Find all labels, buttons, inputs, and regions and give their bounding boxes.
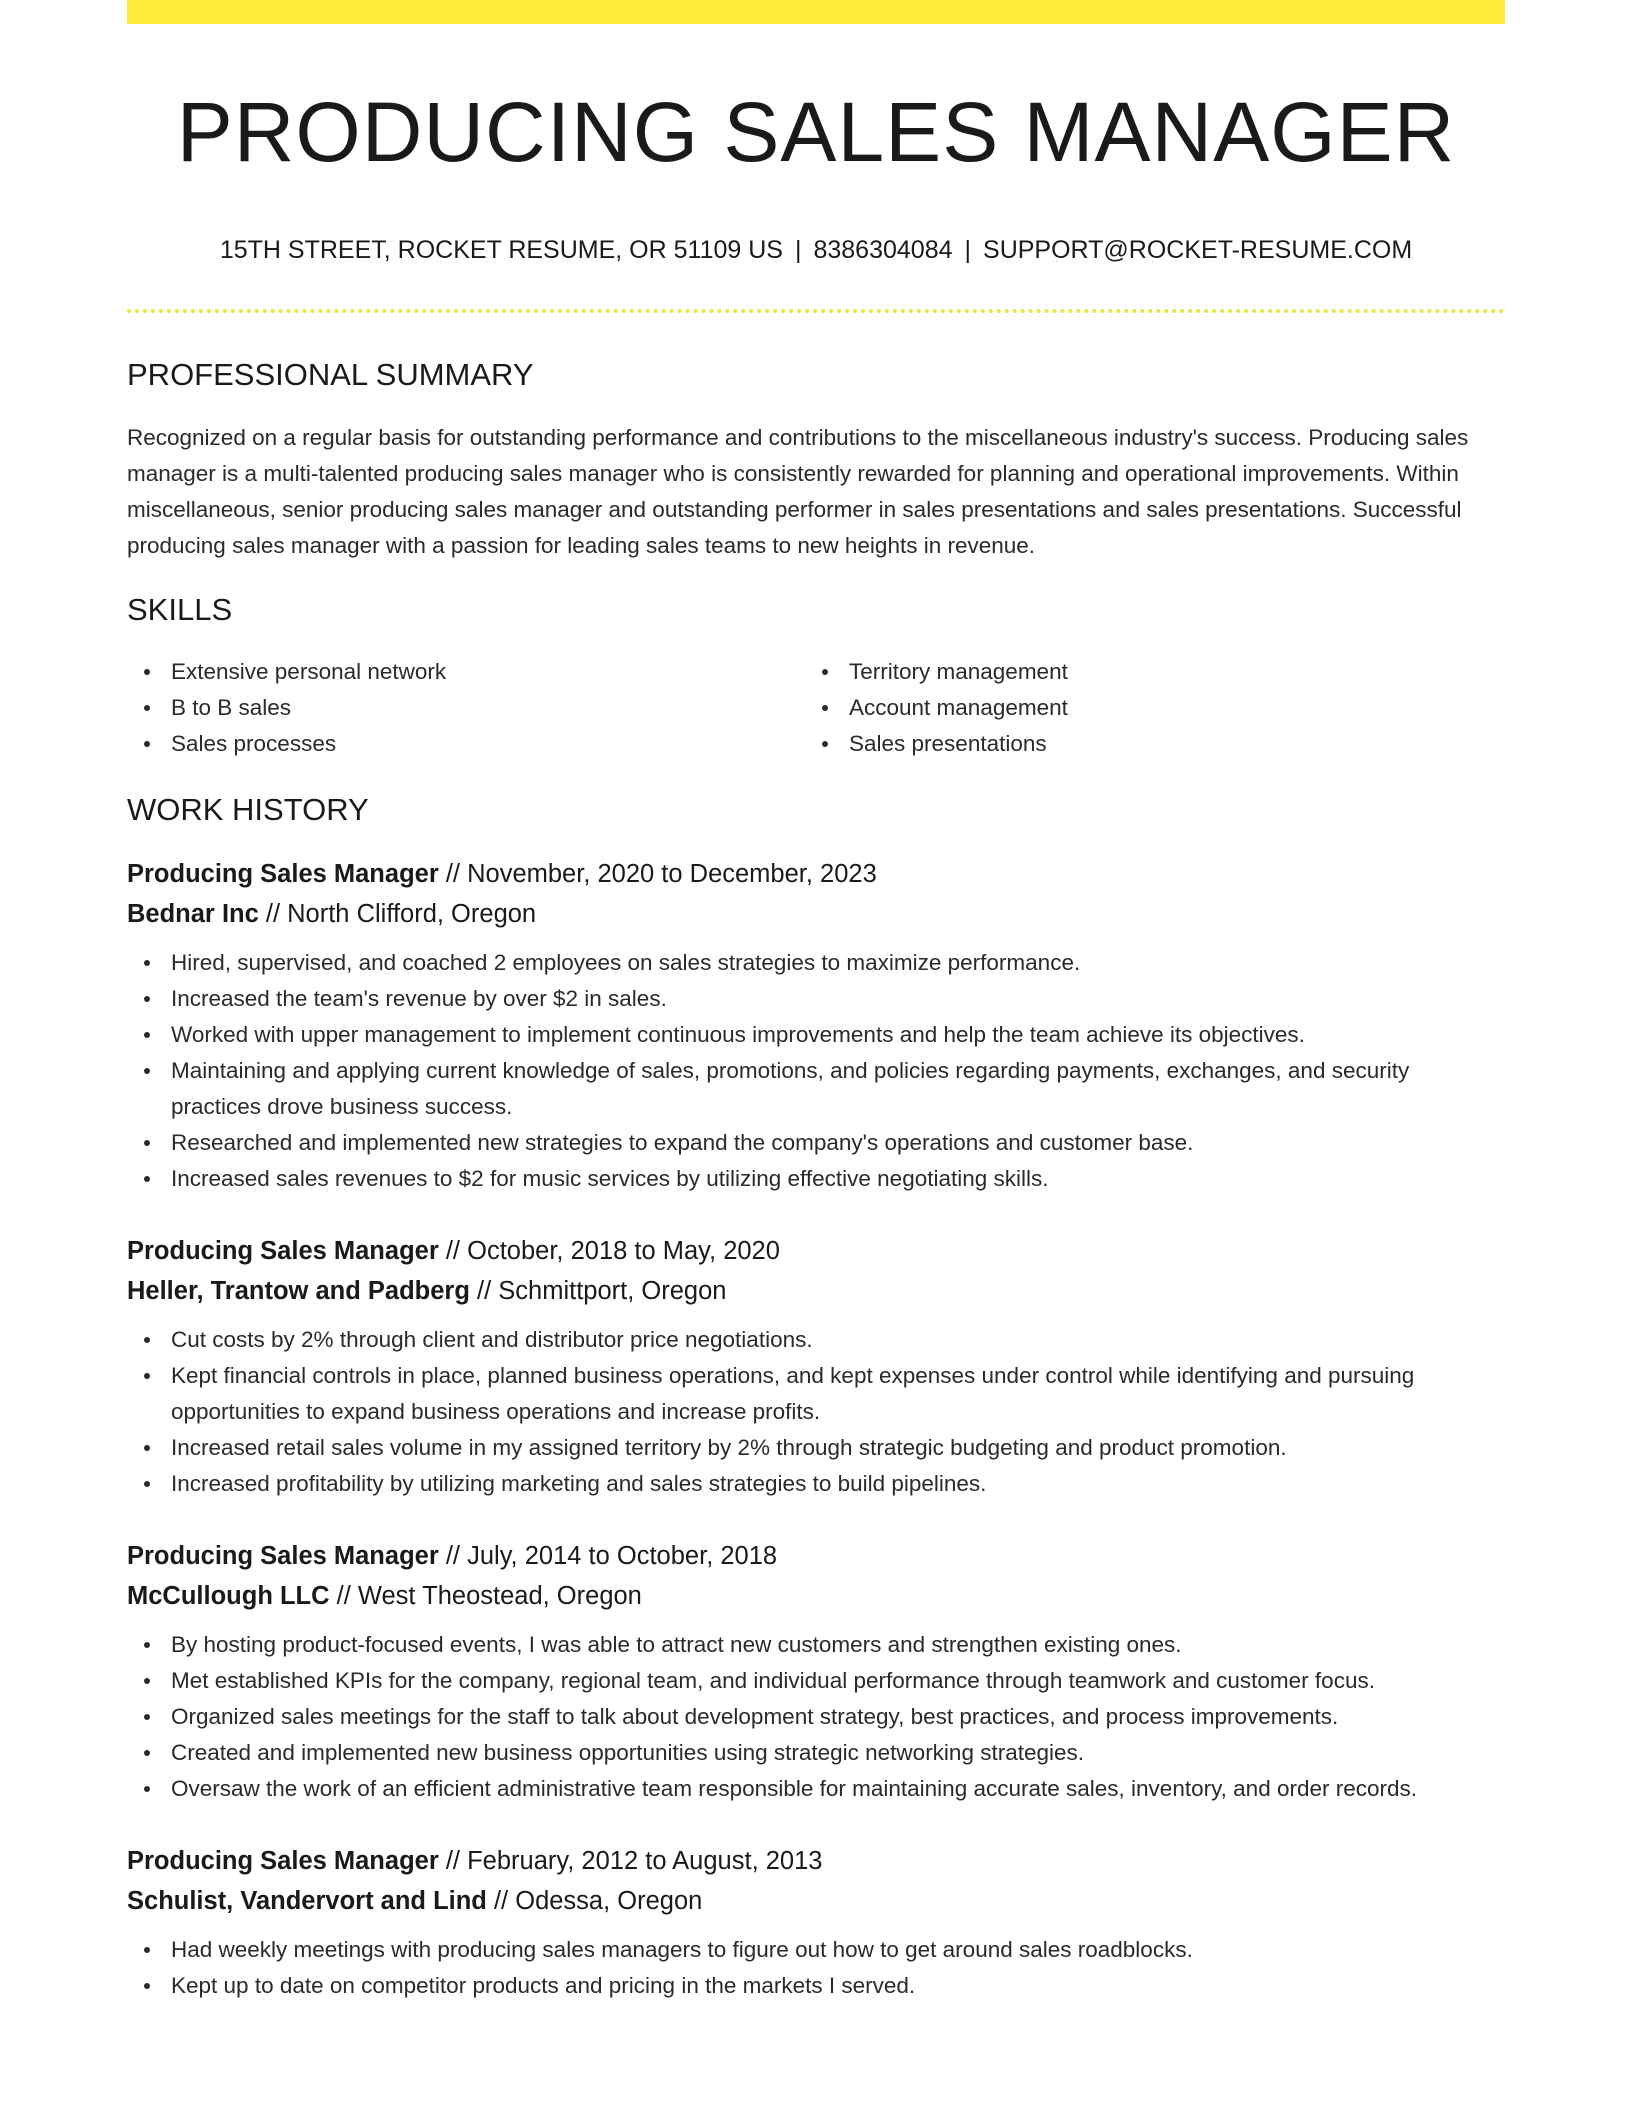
skill-item: Sales processes <box>127 726 805 762</box>
job-title-line <box>127 1231 1505 1271</box>
summary-heading: PROFESSIONAL SUMMARY <box>127 357 534 392</box>
job-bullet: Created and implemented new business opportunities using strategic networking strategies. <box>127 1735 1505 1771</box>
job-entry <box>127 1536 1505 1807</box>
job-bullet: Had weekly meetings with producing sales managers to figure out how to get around sales roadblocks. <box>127 1932 1505 1968</box>
job-bullet: Hired, supervised, and coached 2 employees on sales strategies to maximize performance. <box>127 945 1505 981</box>
job-bullet: Increased retail sales volume in my assigned territory by 2% through strategic budgeting and product promotion. <box>127 1430 1505 1466</box>
job-company: Bednar Inc <box>127 900 259 928</box>
work-history-heading: WORK HISTORY <box>127 792 369 827</box>
job-location: // Schmittport, Oregon <box>469 1277 727 1305</box>
job-company: Heller, Trantow and Padberg <box>127 1277 470 1305</box>
skills-column-left <box>127 654 805 762</box>
skills-heading: SKILLS <box>127 592 233 627</box>
job-bullet: Kept financial controls in place, planned business operations, and kept expenses under control while identifying and pursuing opportunities to expand business operations and increase profits. <box>127 1358 1505 1430</box>
accent-top-bar <box>127 0 1505 24</box>
resume-page <box>127 0 1505 2004</box>
job-title: Producing Sales Manager <box>127 1847 439 1875</box>
summary-text: Recognized on a regular basis for outstanding performance and contributions to the miscellaneous industry's success. Producing sales manager is a multi-talented producing sales manager who is consistently rewarded for planning and operational improvements. Within miscellaneous, senior producing sales manager and outstanding performer in sales presentations and sales presentations. Successful producing sales manager with a passion for leading sales teams to new heights in revenue. <box>127 425 1469 558</box>
job-title-line <box>127 854 1505 894</box>
job-entry <box>127 1841 1505 2004</box>
job-entry <box>127 1231 1505 1502</box>
job-bullets <box>127 1932 1505 2004</box>
skill-item: Account management <box>805 690 1485 726</box>
job-dates: // November, 2020 to December, 2023 <box>438 860 877 888</box>
job-bullet: Met established KPIs for the company, regional team, and individual performance through teamwork and customer focus. <box>127 1663 1505 1699</box>
job-title-line <box>127 1536 1505 1576</box>
job-location: // West Theostead, Oregon <box>329 1582 642 1610</box>
job-bullet: Maintaining and applying current knowledge of sales, promotions, and policies regarding payments, exchanges, and security practices drove business success. <box>127 1053 1505 1125</box>
contact-separator: | <box>964 236 972 264</box>
job-title: Producing Sales Manager <box>127 1542 439 1570</box>
job-bullet: Worked with upper management to implement continuous improvements and help the team achieve its objectives. <box>127 1017 1505 1053</box>
skills-list <box>127 654 1505 762</box>
job-bullet: Increased the team's revenue by over $2 in sales. <box>127 981 1505 1017</box>
skill-item: Territory management <box>805 654 1485 690</box>
dotted-divider <box>127 309 1505 313</box>
job-bullet: Increased sales revenues to $2 for music services by utilizing effective negotiating skills. <box>127 1161 1505 1197</box>
contact-line <box>127 233 1505 267</box>
job-title: Producing Sales Manager <box>127 860 439 888</box>
contact-separator: | <box>794 236 802 264</box>
job-company-line <box>127 1271 1505 1311</box>
job-title: Producing Sales Manager <box>127 1237 439 1265</box>
job-dates: // February, 2012 to August, 2013 <box>438 1847 823 1875</box>
job-bullets <box>127 945 1505 1197</box>
job-title-line <box>127 1841 1505 1881</box>
job-company-line <box>127 1576 1505 1616</box>
job-bullet: By hosting product-focused events, I was able to attract new customers and strengthen existing ones. <box>127 1627 1505 1663</box>
job-bullet: Increased profitability by utilizing marketing and sales strategies to build pipelines. <box>127 1466 1505 1502</box>
job-company-line <box>127 894 1505 934</box>
candidate-name: PRODUCING SALES MANAGER <box>176 85 1456 179</box>
job-company: McCullough LLC <box>127 1582 330 1610</box>
job-company-line <box>127 1881 1505 1921</box>
contact-email: SUPPORT@ROCKET-RESUME.COM <box>983 236 1413 264</box>
job-company: Schulist, Vandervort and Lind <box>127 1887 487 1915</box>
job-bullet: Kept up to date on competitor products and pricing in the markets I served. <box>127 1968 1505 2004</box>
contact-phone: 8386304084 <box>813 236 953 264</box>
job-dates: // July, 2014 to October, 2018 <box>438 1542 778 1570</box>
job-bullets <box>127 1322 1505 1502</box>
skill-item: Sales presentations <box>805 726 1485 762</box>
job-bullet: Cut costs by 2% through client and distributor price negotiations. <box>127 1322 1505 1358</box>
job-bullets <box>127 1627 1505 1807</box>
job-bullet: Researched and implemented new strategies to expand the company's operations and customer base. <box>127 1125 1505 1161</box>
job-entry <box>127 854 1505 1197</box>
job-bullet: Organized sales meetings for the staff to talk about development strategy, best practices, and process improvements. <box>127 1699 1505 1735</box>
job-location: // Odessa, Oregon <box>486 1887 703 1915</box>
skill-item: B to B sales <box>127 690 805 726</box>
skills-column-right <box>805 654 1485 762</box>
job-location: // North Clifford, Oregon <box>258 900 537 928</box>
contact-address: 15TH STREET, ROCKET RESUME, OR 51109 US <box>219 236 783 264</box>
skill-item: Extensive personal network <box>127 654 805 690</box>
job-bullet: Oversaw the work of an efficient administrative team responsible for maintaining accurate sales, inventory, and order records. <box>127 1771 1505 1807</box>
job-dates: // October, 2018 to May, 2020 <box>438 1237 780 1265</box>
